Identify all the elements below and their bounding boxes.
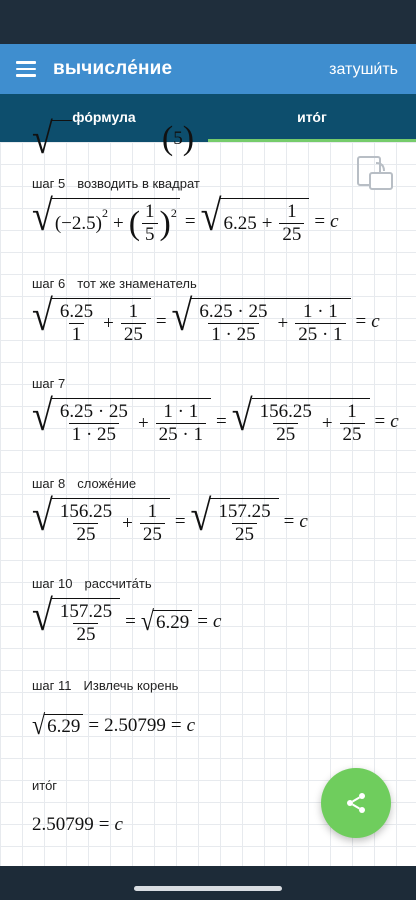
app-title: вычисле́ние — [53, 58, 173, 79]
share-button[interactable] — [321, 768, 391, 838]
tab-result[interactable]: ито́г — [208, 94, 416, 142]
share-icon — [344, 791, 368, 815]
step-equation: √ $\frac{156.25}{25}$ + $\frac{1}{25}$ = √ $\frac{157.25}{25}$ = c — [32, 492, 308, 545]
step-equation: √ 6.29 = 2.50799 = c — [32, 711, 196, 741]
step-equation: √ $\frac{6.25 \cdot 25}{1 \cdot 25}$ + $\frac{1 \cdot 1}{25 \cdot 1}$ = √ $\frac{156.25}{25}$ + $\frac{1}{25}$ = c — [32, 392, 399, 445]
system-nav-bar — [0, 866, 416, 900]
previous-step-tail: √ ( 5 ) — [32, 114, 195, 164]
step-label: шаг 8 сложе́ние — [32, 476, 137, 491]
step-label: шаг 7 — [32, 376, 66, 391]
result-label: ито́г — [32, 778, 58, 793]
tab-formula[interactable]: фо́рмула — [72, 109, 136, 125]
step-equation: √ $\frac{6.25}{1}$ + $\frac{1}{25}$ = √ $\frac{6.25 \cdot 25}{1 \cdot 25}$ + $\frac{1 \cdot 1}{25 \cdot 1}$ = c — [32, 292, 380, 345]
home-indicator[interactable] — [134, 886, 282, 891]
close-action-button[interactable]: затуши́ть — [329, 61, 398, 78]
status-bar — [0, 0, 416, 44]
hamburger-icon[interactable] — [16, 61, 36, 77]
app-bar — [0, 44, 416, 94]
step-equation: √ (−2.5) 2 + ( $\frac{1}{5}$ ) 2 = √ 6.25 + $\frac{1}{25}$ = c — [32, 192, 339, 245]
step-label: шаг 6 тот же знаменатель — [32, 276, 197, 291]
step-label: шаг 11 Извлечь корень — [32, 678, 179, 693]
result-value: 2.50799 — [32, 814, 94, 835]
step-label: шаг 10 рассчита́ть — [32, 576, 152, 591]
step-label: шаг 5 возводить в квадрат — [32, 176, 200, 191]
copy-icon[interactable] — [356, 155, 394, 193]
result-equation: 2.50799 = c — [32, 814, 123, 835]
step-equation: √ $\frac{157.25}{25}$ = √ 6.29 = c — [32, 592, 222, 645]
